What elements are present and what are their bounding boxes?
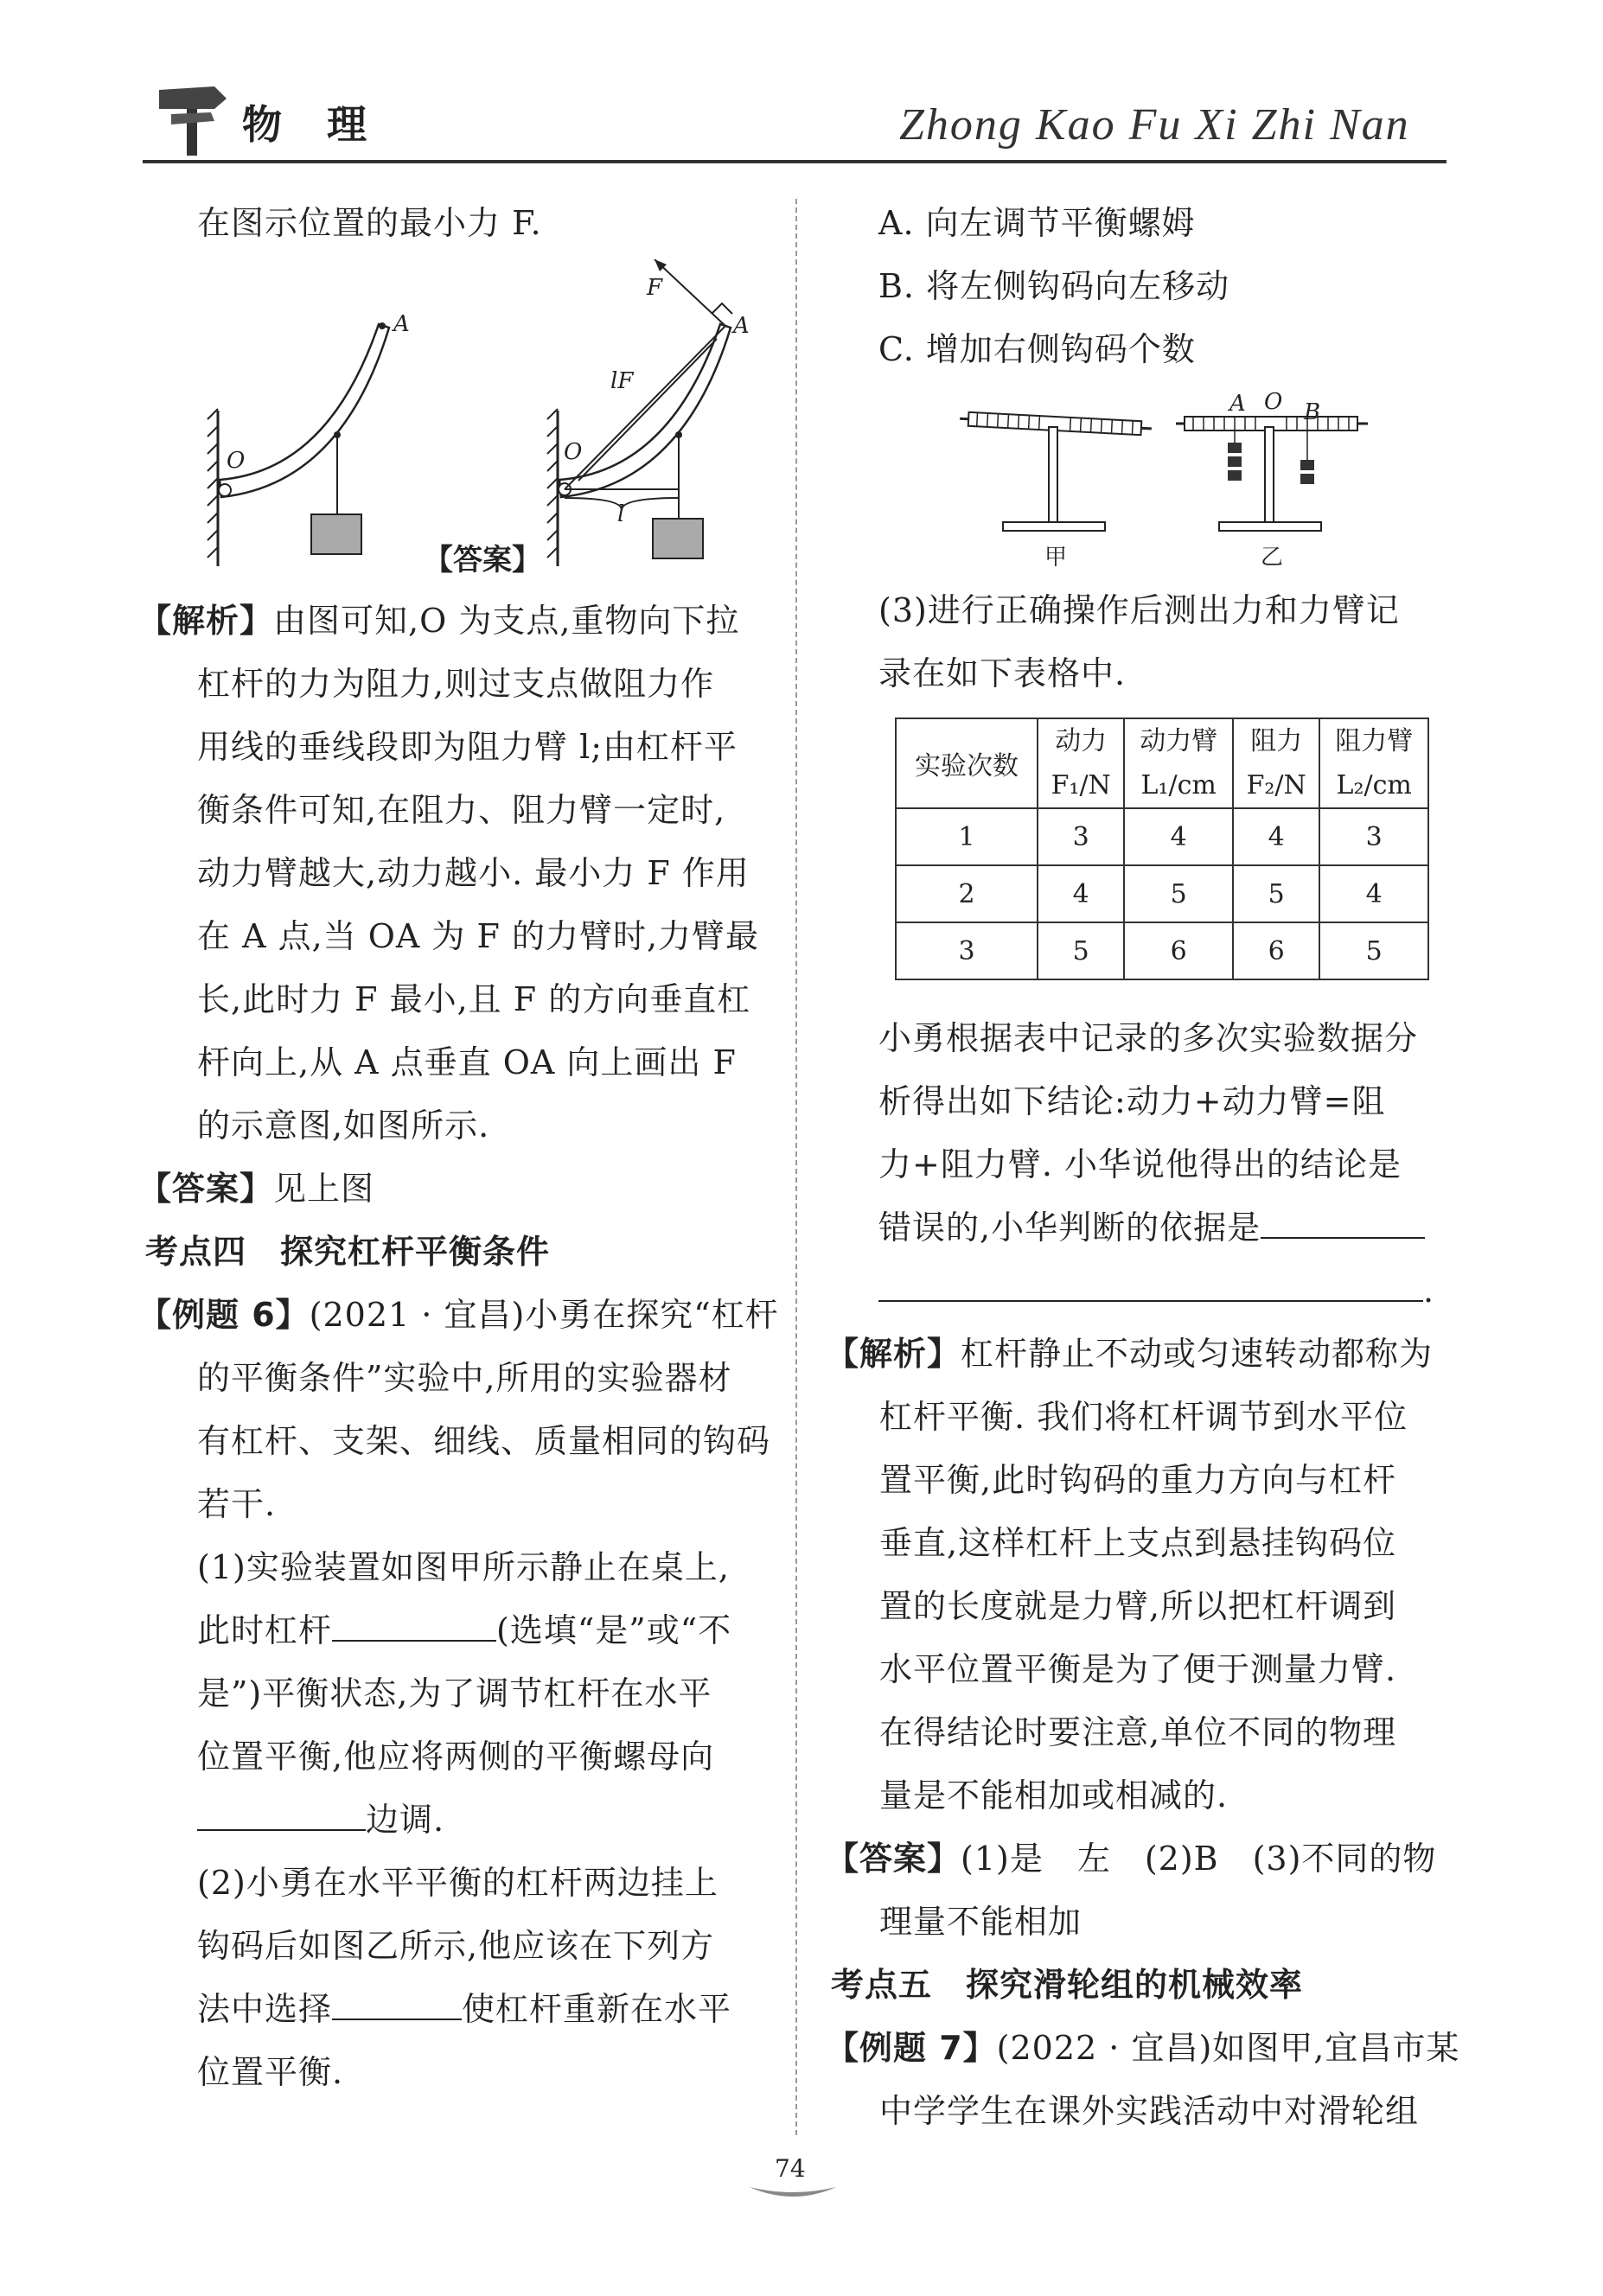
analysis-text: 杆向上,从 A 点垂直 OA 向上画出 F bbox=[197, 1043, 737, 1081]
analysis-tag: 【解析】 bbox=[138, 602, 274, 640]
analysis-text: 垂直,这样杠杆上支点到悬挂钩码位 bbox=[879, 1524, 1397, 1562]
analysis-text: 在得结论时要注意,单位不同的物理 bbox=[879, 1713, 1397, 1751]
question-text: 是”)平衡状态,为了调节杠杆在水平 bbox=[197, 1674, 712, 1712]
answer-tag: 【答案】 bbox=[826, 1840, 961, 1878]
table-cell: 3 bbox=[1319, 808, 1428, 865]
table-cell: 1 bbox=[896, 808, 1038, 865]
conclusion-text: . bbox=[1423, 1272, 1435, 1310]
analysis-text: 水平位置平衡是为了便于测量力臂. bbox=[879, 1650, 1397, 1688]
fig-label-A-yi: A bbox=[1229, 391, 1246, 417]
table-cell: 5 bbox=[1038, 922, 1124, 979]
analysis-text: 杠杆平衡. 我们将杠杆调节到水平位 bbox=[879, 1398, 1408, 1436]
table-cell: 3 bbox=[896, 922, 1038, 979]
answer-text: 理量不能相加 bbox=[879, 1903, 1083, 1941]
header-text: 动力 bbox=[1055, 726, 1108, 756]
question-text: 边调. bbox=[366, 1801, 445, 1839]
table-cell: 6 bbox=[1233, 922, 1319, 979]
lever-diagram-right bbox=[540, 259, 765, 575]
analysis-text: 置平衡,此时钩码的重力方向与杠杆 bbox=[879, 1461, 1397, 1499]
question-text: 位置平衡,他应将两侧的平衡螺母向 bbox=[197, 1738, 715, 1776]
option-A: A. 向左调节平衡螺姆 bbox=[878, 204, 1196, 242]
header-series: Zhong Kao Fu Xi Zhi Nan bbox=[899, 100, 1410, 150]
analysis-text: 的示意图,如图所示. bbox=[197, 1107, 490, 1145]
fig-label-A2: A bbox=[733, 313, 750, 339]
example-text: 有杠杆、支架、细线、质量相同的钩码 bbox=[197, 1422, 771, 1460]
analysis-text: 杠杆的力为阻力,则过支点做阻力作 bbox=[197, 665, 715, 703]
answer-blank[interactable] bbox=[332, 1993, 462, 2020]
answer-blank[interactable] bbox=[197, 1803, 366, 1831]
analysis-text: 长,此时力 F 最小,且 F 的方向垂直杠 bbox=[197, 980, 751, 1018]
example-text: 的平衡条件”实验中,所用的实验器材 bbox=[197, 1359, 732, 1397]
fig-label-O-yi: O bbox=[1264, 389, 1283, 415]
figure-answer-label: 【答案】 bbox=[424, 543, 541, 577]
option-C: C. 增加右侧钩码个数 bbox=[878, 330, 1196, 368]
header-unit: L₂/cm bbox=[1336, 770, 1412, 800]
conclusion-block bbox=[878, 1007, 1434, 1323]
table-cell: 6 bbox=[1124, 922, 1233, 979]
fig-label-O1: O bbox=[227, 448, 246, 474]
header-unit: L₁/cm bbox=[1140, 770, 1217, 800]
analysis-text: 杠杆静止不动或匀速转动都称为 bbox=[961, 1335, 1434, 1373]
analysis-text: 在 A 点,当 OA 为 F 的力臂时,力臂最 bbox=[197, 917, 760, 955]
table-row bbox=[896, 922, 1428, 979]
question-text: 使杠杆重新在水平 bbox=[462, 1990, 732, 2028]
table-cell: 4 bbox=[1038, 865, 1124, 922]
table-header-cell bbox=[1124, 718, 1233, 808]
analysis-text: 置的长度就是力臂,所以把杠杆调到 bbox=[879, 1587, 1397, 1625]
balance-diagram-yi bbox=[1176, 398, 1375, 545]
question-text: (选填“是”或“不 bbox=[496, 1611, 732, 1649]
fig-label-l: l bbox=[617, 501, 625, 527]
table-cell: 4 bbox=[1319, 865, 1428, 922]
table-cell: 5 bbox=[1124, 865, 1233, 922]
answer-text: 见上图 bbox=[273, 1170, 375, 1208]
header-rule bbox=[143, 160, 1447, 163]
question-text: (1)实验装置如图甲所示静止在桌上, bbox=[197, 1548, 730, 1586]
fig-label-B-yi: B bbox=[1304, 399, 1321, 425]
answer-tag: 【答案】 bbox=[138, 1170, 274, 1208]
header-text: 阻力 bbox=[1250, 726, 1303, 756]
conclusion-text: 力+阻力臂. 小华说他得出的结论是 bbox=[878, 1145, 1402, 1183]
example-7-tag: 【例题 7】 bbox=[826, 2029, 997, 2067]
table-row bbox=[896, 808, 1428, 865]
signpost-logo-icon bbox=[154, 80, 232, 157]
analysis-tag: 【解析】 bbox=[826, 1335, 961, 1373]
answer-blank[interactable] bbox=[1261, 1211, 1425, 1239]
answer-blank[interactable] bbox=[332, 1614, 496, 1642]
page-number: 74 bbox=[775, 2154, 806, 2183]
table-header-cell bbox=[1233, 718, 1319, 808]
conclusion-text: 析得出如下结论:动力+动力臂=阻 bbox=[878, 1082, 1386, 1120]
example-text: (2022 · 宜昌)如图甲,宜昌市某 bbox=[996, 2029, 1460, 2067]
lever-diagram-left bbox=[199, 307, 424, 575]
answer-text: (1)是 左 (2)B (3)不同的物 bbox=[961, 1840, 1437, 1878]
fig-label-lF: lF bbox=[610, 368, 634, 394]
intro-line: 在图示位置的最小力 F. bbox=[197, 204, 542, 242]
question-text: 钩码后如图乙所示,他应该在下列方 bbox=[197, 1927, 715, 1965]
example-6-tag: 【例题 6】 bbox=[138, 1296, 310, 1334]
table-cell: 2 bbox=[896, 865, 1038, 922]
fig-label-O2: O bbox=[564, 439, 583, 465]
section-heading-5: 考点五 探究滑轮组的机械效率 bbox=[831, 1966, 1304, 2004]
question-text: 录在如下表格中. bbox=[878, 654, 1127, 692]
example-text: 中学学生在课外实践活动中对滑轮组 bbox=[879, 2092, 1420, 2130]
question-text: (2)小勇在水平平衡的杠杆两边挂上 bbox=[197, 1864, 718, 1902]
table-cell: 5 bbox=[1319, 922, 1428, 979]
analysis-block-left bbox=[138, 590, 779, 2104]
table-header-row bbox=[896, 718, 1428, 808]
analysis-text: 用线的垂线段即为阻力臂 l;由杠杆平 bbox=[197, 728, 738, 766]
page-number-ornament bbox=[745, 2152, 840, 2201]
options-block bbox=[878, 192, 1229, 381]
fig-label-yi: 乙 bbox=[1261, 545, 1284, 571]
header-unit: F₁/N bbox=[1051, 770, 1111, 800]
question-text: 法中选择 bbox=[197, 1990, 333, 2028]
question-text: 此时杠杆 bbox=[197, 1611, 333, 1649]
analysis-block-right bbox=[826, 1323, 1459, 2143]
question-text: 位置平衡. bbox=[197, 2053, 344, 2091]
answer-blank[interactable] bbox=[878, 1274, 1423, 1302]
table-cell: 4 bbox=[1233, 808, 1319, 865]
section-heading-4: 考点四 探究杠杆平衡条件 bbox=[145, 1233, 551, 1271]
header-text: 动力臂 bbox=[1140, 726, 1218, 756]
page-header bbox=[0, 0, 1603, 173]
analysis-text: 衡条件可知,在阻力、阻力臂一定时, bbox=[197, 791, 726, 829]
table-row bbox=[896, 865, 1428, 922]
analysis-text: 动力臂越大,动力越小. 最小力 F 作用 bbox=[197, 854, 750, 892]
fig-label-jia: 甲 bbox=[1044, 545, 1068, 571]
fig-label-A1: A bbox=[393, 311, 410, 337]
column-divider bbox=[795, 199, 797, 2135]
table-cell: 3 bbox=[1038, 808, 1124, 865]
analysis-text: 由图可知,O 为支点,重物向下拉 bbox=[273, 602, 740, 640]
data-table bbox=[895, 718, 1429, 980]
question-text: (3)进行正确操作后测出力和力臂记 bbox=[878, 591, 1400, 629]
table-header-cell bbox=[1038, 718, 1124, 808]
table-header-cell: 实验次数 bbox=[896, 718, 1038, 808]
conclusion-text: 错误的,小华判断的依据是 bbox=[878, 1209, 1261, 1247]
fig-label-F: F bbox=[647, 275, 663, 301]
table-header-cell bbox=[1319, 718, 1428, 808]
header-text: 阻力臂 bbox=[1335, 726, 1414, 756]
table-cell: 5 bbox=[1233, 865, 1319, 922]
balance-diagram-jia bbox=[960, 398, 1159, 545]
option-B: B. 将左侧钩码向左移动 bbox=[878, 267, 1230, 305]
conclusion-text: 小勇根据表中记录的多次实验数据分 bbox=[878, 1019, 1419, 1057]
example-text: 若干. bbox=[197, 1485, 277, 1523]
header-subject: 物 理 bbox=[242, 101, 383, 148]
analysis-text: 量是不能相加或相减的. bbox=[879, 1776, 1229, 1814]
example-text: (2021 · 宜昌)小勇在探究“杠杆 bbox=[309, 1296, 779, 1334]
header-unit: F₂/N bbox=[1246, 770, 1306, 800]
table-cell: 4 bbox=[1124, 808, 1233, 865]
q3-block bbox=[878, 579, 1400, 705]
